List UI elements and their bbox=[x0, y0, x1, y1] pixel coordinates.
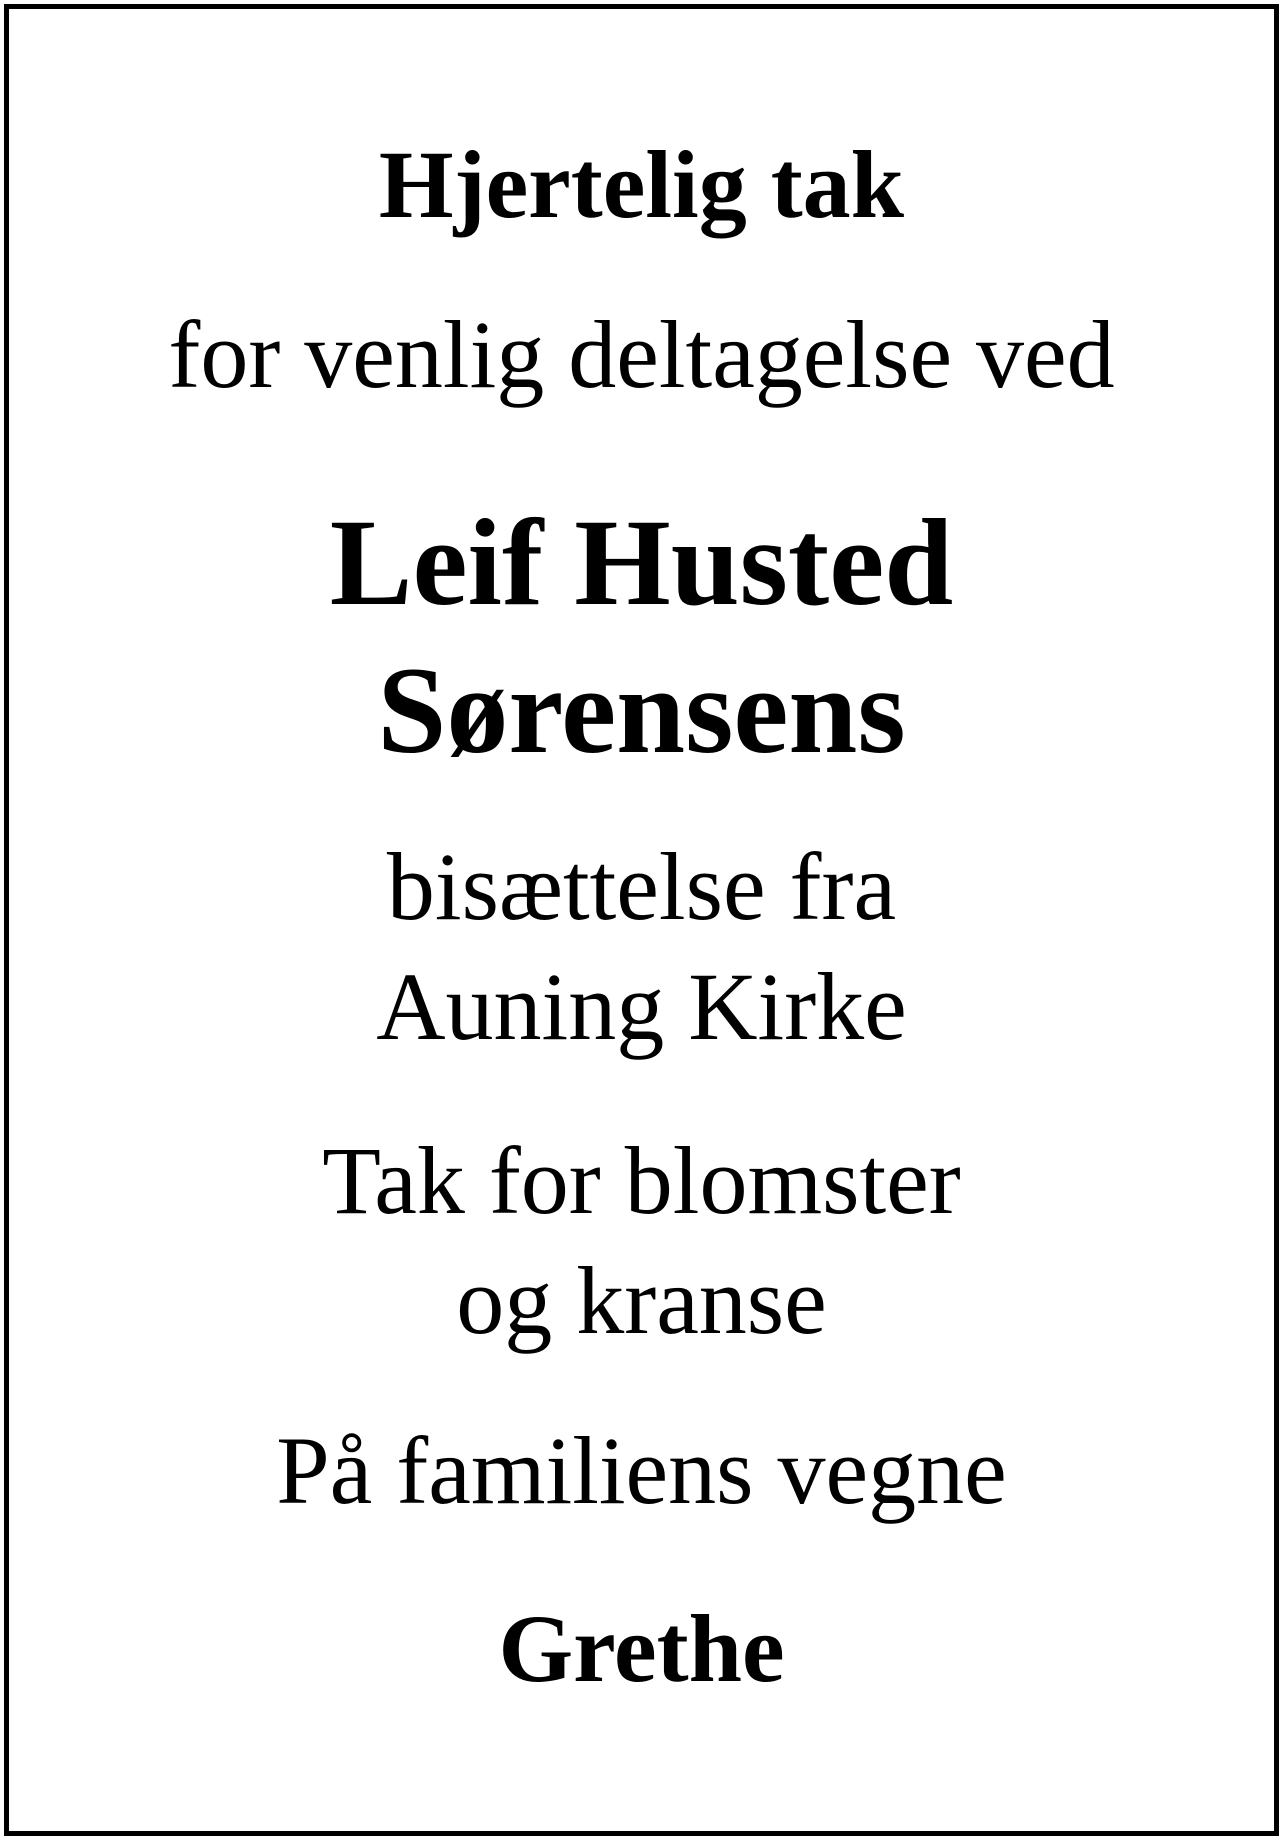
thanks-line-1: Tak for blomster bbox=[322, 1127, 961, 1234]
thanks-line-2: og kranse bbox=[456, 1247, 827, 1354]
flowers-thanks bbox=[9, 1121, 1274, 1361]
ceremony-line-1: bisættelse fra bbox=[386, 833, 897, 940]
deceased-name bbox=[9, 489, 1274, 785]
deceased-name-line-1: Leif Husted bbox=[329, 494, 954, 631]
ceremony-line-2: Auning Kirke bbox=[376, 953, 907, 1060]
ceremony-info bbox=[9, 827, 1274, 1067]
on-behalf-text: På familiens vegne bbox=[276, 1417, 1007, 1524]
thank-you-notice bbox=[4, 4, 1279, 1836]
notice-heading: Hjertelig tak bbox=[378, 131, 905, 238]
notice-intro: for venlig deltagelse ved bbox=[168, 301, 1115, 408]
deceased-name-line-2: Sørensens bbox=[377, 642, 906, 779]
signature: Grethe bbox=[498, 1595, 785, 1702]
